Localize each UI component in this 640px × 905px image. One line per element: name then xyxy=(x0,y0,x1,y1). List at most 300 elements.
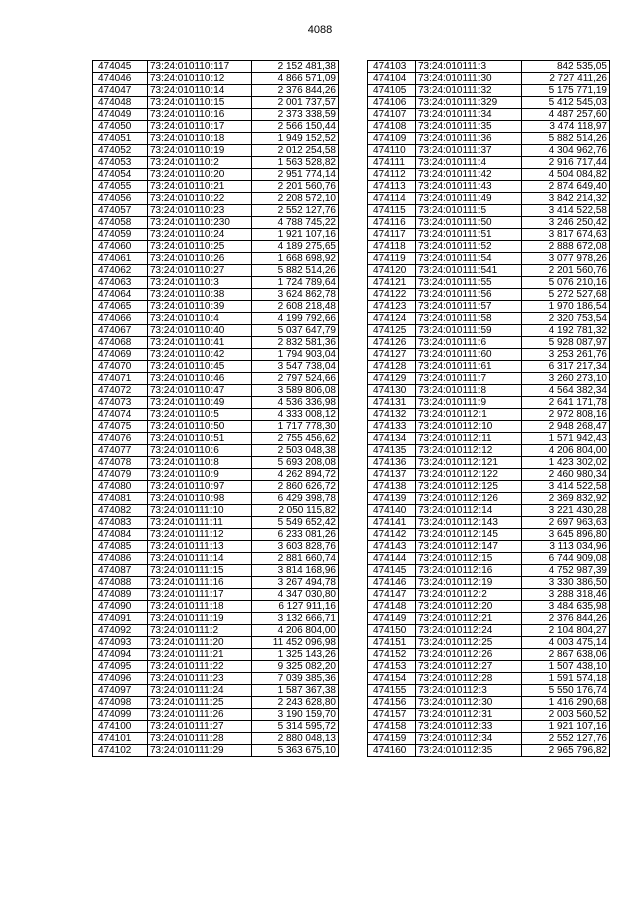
table-row xyxy=(93,313,339,325)
table-row xyxy=(93,217,339,229)
table-row xyxy=(368,613,610,625)
row-number: 474101 xyxy=(93,733,148,745)
row-number: 474133 xyxy=(368,421,416,433)
cadastral-number: 73:24:010110:14 xyxy=(148,85,252,97)
table-row xyxy=(93,157,339,169)
row-number: 474137 xyxy=(368,469,416,481)
cadastral-value: 4 206 804,00 xyxy=(522,445,610,457)
row-number: 474130 xyxy=(368,385,416,397)
cadastral-number: 73:24:010111:3 xyxy=(416,61,522,73)
table-row xyxy=(93,337,339,349)
row-number: 474142 xyxy=(368,529,416,541)
table-row xyxy=(93,361,339,373)
cadastral-number: 73:24:010111:18 xyxy=(148,601,252,613)
cadastral-number: 73:24:010111:16 xyxy=(148,577,252,589)
table-row xyxy=(368,685,610,697)
cadastral-value: 3 077 978,26 xyxy=(522,253,610,265)
cadastral-number: 73:24:010111:58 xyxy=(416,313,522,325)
cadastral-number: 73:24:010111:11 xyxy=(148,517,252,529)
cadastral-value: 4 003 475,14 xyxy=(522,637,610,649)
row-number: 474122 xyxy=(368,289,416,301)
row-number: 474151 xyxy=(368,637,416,649)
row-number: 474144 xyxy=(368,553,416,565)
cadastral-number: 73:24:010112:11 xyxy=(416,433,522,445)
row-number: 474057 xyxy=(93,205,148,217)
row-number: 474146 xyxy=(368,577,416,589)
table-row xyxy=(368,469,610,481)
table-row xyxy=(93,553,339,565)
table-row xyxy=(368,373,610,385)
cadastral-number: 73:24:010110:23 xyxy=(148,205,252,217)
row-number: 474098 xyxy=(93,697,148,709)
cadastral-value: 3 330 386,50 xyxy=(522,577,610,589)
cadastral-number: 73:24:010110:27 xyxy=(148,265,252,277)
row-number: 474086 xyxy=(93,553,148,565)
cadastral-number: 73:24:010111:43 xyxy=(416,181,522,193)
cadastral-value: 3 624 862,78 xyxy=(252,289,339,301)
table-row xyxy=(93,289,339,301)
table-row xyxy=(368,493,610,505)
cadastral-number: 73:24:010111:25 xyxy=(148,697,252,709)
row-number: 474115 xyxy=(368,205,416,217)
cadastral-value: 2 208 572,10 xyxy=(252,193,339,205)
cadastral-number: 73:24:010111:14 xyxy=(148,553,252,565)
cadastral-value: 2 948 268,47 xyxy=(522,421,610,433)
cadastral-number: 73:24:010112:34 xyxy=(416,733,522,745)
row-number: 474160 xyxy=(368,745,416,757)
row-number: 474092 xyxy=(93,625,148,637)
cadastral-number: 73:24:010110:41 xyxy=(148,337,252,349)
row-number: 474096 xyxy=(93,673,148,685)
cadastral-number: 73:24:010112:20 xyxy=(416,601,522,613)
cadastral-number: 73:24:010112:145 xyxy=(416,529,522,541)
row-number: 474053 xyxy=(93,157,148,169)
cadastral-number: 73:24:010112:1 xyxy=(416,409,522,421)
row-number: 474131 xyxy=(368,397,416,409)
table-row xyxy=(368,517,610,529)
cadastral-number: 73:24:010112:125 xyxy=(416,481,522,493)
row-number: 474046 xyxy=(93,73,148,85)
cadastral-value: 2 201 560,76 xyxy=(252,181,339,193)
row-number: 474079 xyxy=(93,469,148,481)
cadastral-value: 1 325 143,26 xyxy=(252,649,339,661)
cadastral-number: 73:24:010111:2 xyxy=(148,625,252,637)
cadastral-value: 3 842 214,32 xyxy=(522,193,610,205)
table-row xyxy=(368,169,610,181)
cadastral-number: 73:24:010110:117 xyxy=(148,61,252,73)
row-number: 474139 xyxy=(368,493,416,505)
cadastral-value: 3 267 494,78 xyxy=(252,577,339,589)
cadastral-number: 73:24:010110:12 xyxy=(148,73,252,85)
cadastral-number: 73:24:010111:42 xyxy=(416,169,522,181)
table-row xyxy=(93,121,339,133)
cadastral-number: 73:24:010110:21 xyxy=(148,181,252,193)
table-row xyxy=(368,745,610,757)
table-row xyxy=(368,529,610,541)
row-number: 474056 xyxy=(93,193,148,205)
cadastral-value: 2 552 127,76 xyxy=(252,205,339,217)
row-number: 474082 xyxy=(93,505,148,517)
cadastral-number: 73:24:010110:45 xyxy=(148,361,252,373)
cadastral-number: 73:24:010111:5 xyxy=(416,205,522,217)
cadastral-number: 73:24:010110:47 xyxy=(148,385,252,397)
cadastral-value: 6 233 081,26 xyxy=(252,529,339,541)
cadastral-value: 2 867 638,06 xyxy=(522,649,610,661)
row-number: 474121 xyxy=(368,277,416,289)
row-number: 474059 xyxy=(93,229,148,241)
row-number: 474152 xyxy=(368,649,416,661)
row-number: 474147 xyxy=(368,589,416,601)
row-number: 474061 xyxy=(93,253,148,265)
registry-table-left xyxy=(92,60,339,757)
cadastral-number: 73:24:010110:9 xyxy=(148,469,252,481)
cadastral-value: 3 484 635,98 xyxy=(522,601,610,613)
row-number: 474141 xyxy=(368,517,416,529)
cadastral-number: 73:24:010110:24 xyxy=(148,229,252,241)
cadastral-number: 73:24:010111:20 xyxy=(148,637,252,649)
row-number: 474132 xyxy=(368,409,416,421)
table-row xyxy=(368,277,610,289)
row-number: 474136 xyxy=(368,457,416,469)
row-number: 474054 xyxy=(93,169,148,181)
table-row xyxy=(93,85,339,97)
row-number: 474128 xyxy=(368,361,416,373)
row-number: 474071 xyxy=(93,373,148,385)
table-row xyxy=(368,625,610,637)
cadastral-value: 2 860 626,72 xyxy=(252,481,339,493)
cadastral-number: 73:24:010112:12 xyxy=(416,445,522,457)
row-number: 474118 xyxy=(368,241,416,253)
row-number: 474050 xyxy=(93,121,148,133)
row-number: 474102 xyxy=(93,745,148,757)
table-row xyxy=(368,349,610,361)
cadastral-value: 4 752 987,39 xyxy=(522,565,610,577)
cadastral-value: 2 503 048,38 xyxy=(252,445,339,457)
cadastral-value: 4 206 804,00 xyxy=(252,625,339,637)
cadastral-number: 73:24:010112:27 xyxy=(416,661,522,673)
row-number: 474116 xyxy=(368,217,416,229)
table-row xyxy=(368,565,610,577)
cadastral-value: 6 744 909,08 xyxy=(522,553,610,565)
cadastral-number: 73:24:010111:34 xyxy=(416,109,522,121)
row-number: 474094 xyxy=(93,649,148,661)
cadastral-number: 73:24:010111:54 xyxy=(416,253,522,265)
cadastral-value: 5 693 208,08 xyxy=(252,457,339,469)
row-number: 474106 xyxy=(368,97,416,109)
row-number: 474154 xyxy=(368,673,416,685)
cadastral-number: 73:24:010112:26 xyxy=(416,649,522,661)
cadastral-number: 73:24:010111:27 xyxy=(148,721,252,733)
cadastral-number: 73:24:010111:50 xyxy=(416,217,522,229)
cadastral-number: 73:24:010112:24 xyxy=(416,625,522,637)
cadastral-number: 73:24:010110:8 xyxy=(148,457,252,469)
cadastral-value: 5 550 176,74 xyxy=(522,685,610,697)
table-row xyxy=(368,673,610,685)
row-number: 474099 xyxy=(93,709,148,721)
cadastral-value: 4 487 257,60 xyxy=(522,109,610,121)
cadastral-value: 1 921 107,16 xyxy=(522,721,610,733)
row-number: 474085 xyxy=(93,541,148,553)
cadastral-number: 73:24:010110:18 xyxy=(148,133,252,145)
row-number: 474104 xyxy=(368,73,416,85)
table-row xyxy=(93,733,339,745)
cadastral-value: 2 566 150,44 xyxy=(252,121,339,133)
cadastral-value: 1 563 528,82 xyxy=(252,157,339,169)
row-number: 474052 xyxy=(93,145,148,157)
row-number: 474149 xyxy=(368,613,416,625)
row-number: 474129 xyxy=(368,373,416,385)
cadastral-number: 73:24:010110:3 xyxy=(148,277,252,289)
cadastral-value: 2 050 115,82 xyxy=(252,505,339,517)
cadastral-number: 73:24:010111:10 xyxy=(148,505,252,517)
cadastral-number: 73:24:010111:541 xyxy=(416,265,522,277)
table-row xyxy=(368,145,610,157)
row-number: 474127 xyxy=(368,349,416,361)
cadastral-value: 2 376 844,26 xyxy=(522,613,610,625)
table-row xyxy=(368,181,610,193)
table-row xyxy=(93,301,339,313)
cadastral-number: 73:24:010110:2 xyxy=(148,157,252,169)
table-row xyxy=(368,313,610,325)
row-number: 474083 xyxy=(93,517,148,529)
cadastral-number: 73:24:010111:56 xyxy=(416,289,522,301)
cadastral-value: 6 127 911,16 xyxy=(252,601,339,613)
cadastral-value: 3 414 522,58 xyxy=(522,481,610,493)
row-number: 474103 xyxy=(368,61,416,73)
table-row xyxy=(93,649,339,661)
table-row xyxy=(368,589,610,601)
cadastral-number: 73:24:010111:55 xyxy=(416,277,522,289)
row-number: 474091 xyxy=(93,613,148,625)
table-row xyxy=(368,385,610,397)
row-number: 474063 xyxy=(93,277,148,289)
row-number: 474088 xyxy=(93,577,148,589)
row-number: 474145 xyxy=(368,565,416,577)
cadastral-value: 3 221 430,28 xyxy=(522,505,610,517)
cadastral-value: 6 429 398,78 xyxy=(252,493,339,505)
cadastral-value: 3 603 828,76 xyxy=(252,541,339,553)
cadastral-value: 4 192 781,32 xyxy=(522,325,610,337)
cadastral-value: 1 587 367,38 xyxy=(252,685,339,697)
cadastral-number: 73:24:010111:29 xyxy=(148,745,252,757)
cadastral-value: 1 416 290,68 xyxy=(522,697,610,709)
cadastral-number: 73:24:010111:4 xyxy=(416,157,522,169)
cadastral-number: 73:24:010112:21 xyxy=(416,613,522,625)
table-row xyxy=(368,133,610,145)
cadastral-value: 1 724 789,64 xyxy=(252,277,339,289)
cadastral-number: 73:24:010111:6 xyxy=(416,337,522,349)
cadastral-number: 73:24:010112:121 xyxy=(416,457,522,469)
cadastral-value: 4 199 792,66 xyxy=(252,313,339,325)
row-number: 474068 xyxy=(93,337,148,349)
cadastral-number: 73:24:010111:52 xyxy=(416,241,522,253)
row-number: 474159 xyxy=(368,733,416,745)
cadastral-value: 2 916 717,44 xyxy=(522,157,610,169)
table-row xyxy=(368,457,610,469)
page-number: 4088 xyxy=(307,24,333,36)
cadastral-value: 5 412 545,03 xyxy=(522,97,610,109)
cadastral-number: 73:24:010111:15 xyxy=(148,565,252,577)
cadastral-number: 73:24:010110:50 xyxy=(148,421,252,433)
cadastral-number: 73:24:010112:2 xyxy=(416,589,522,601)
table-row xyxy=(368,637,610,649)
row-number: 474081 xyxy=(93,493,148,505)
cadastral-value: 2 755 456,62 xyxy=(252,433,339,445)
table-row xyxy=(368,481,610,493)
row-number: 474155 xyxy=(368,685,416,697)
table-row xyxy=(368,61,610,73)
table-row xyxy=(368,553,610,565)
cadastral-value: 5 928 087,97 xyxy=(522,337,610,349)
cadastral-number: 73:24:010111:329 xyxy=(416,97,522,109)
table-row xyxy=(93,385,339,397)
row-number: 474150 xyxy=(368,625,416,637)
table-row xyxy=(93,457,339,469)
row-number: 474048 xyxy=(93,97,148,109)
row-number: 474114 xyxy=(368,193,416,205)
table-row xyxy=(368,253,610,265)
table-row xyxy=(368,709,610,721)
row-number: 474124 xyxy=(368,313,416,325)
cadastral-number: 73:24:010111:60 xyxy=(416,349,522,361)
table-row xyxy=(93,253,339,265)
table-row xyxy=(93,637,339,649)
cadastral-value: 3 288 318,46 xyxy=(522,589,610,601)
row-number: 474066 xyxy=(93,313,148,325)
table-row xyxy=(93,577,339,589)
row-number: 474058 xyxy=(93,217,148,229)
cadastral-value: 2 697 963,63 xyxy=(522,517,610,529)
cadastral-number: 73:24:010112:3 xyxy=(416,685,522,697)
cadastral-value: 5 175 771,19 xyxy=(522,85,610,97)
cadastral-value: 3 474 118,97 xyxy=(522,121,610,133)
cadastral-number: 73:24:010110:19 xyxy=(148,145,252,157)
cadastral-value: 5 272 527,68 xyxy=(522,289,610,301)
row-number: 474051 xyxy=(93,133,148,145)
cadastral-value: 1 717 778,30 xyxy=(252,421,339,433)
table-row xyxy=(93,229,339,241)
table-row xyxy=(368,97,610,109)
cadastral-value: 3 414 522,58 xyxy=(522,205,610,217)
row-number: 474157 xyxy=(368,709,416,721)
cadastral-value: 2 874 649,40 xyxy=(522,181,610,193)
row-number: 474120 xyxy=(368,265,416,277)
cadastral-number: 73:24:010110:39 xyxy=(148,301,252,313)
cadastral-value: 3 547 738,04 xyxy=(252,361,339,373)
table-row xyxy=(368,205,610,217)
row-number: 474084 xyxy=(93,529,148,541)
cadastral-value: 2 373 338,59 xyxy=(252,109,339,121)
cadastral-value: 2 012 254,58 xyxy=(252,145,339,157)
table-row xyxy=(93,565,339,577)
cadastral-value: 4 564 382,34 xyxy=(522,385,610,397)
row-number: 474089 xyxy=(93,589,148,601)
cadastral-number: 73:24:010112:33 xyxy=(416,721,522,733)
cadastral-number: 73:24:010111:51 xyxy=(416,229,522,241)
row-number: 474135 xyxy=(368,445,416,457)
cadastral-value: 1 970 186,54 xyxy=(522,301,610,313)
row-number: 474049 xyxy=(93,109,148,121)
cadastral-number: 73:24:010112:30 xyxy=(416,697,522,709)
cadastral-number: 73:24:010112:15 xyxy=(416,553,522,565)
table-row xyxy=(368,301,610,313)
cadastral-number: 73:24:010111:49 xyxy=(416,193,522,205)
row-number: 474095 xyxy=(93,661,148,673)
row-number: 474113 xyxy=(368,181,416,193)
cadastral-value: 3 190 159,70 xyxy=(252,709,339,721)
table-row xyxy=(368,397,610,409)
table-row xyxy=(93,625,339,637)
cadastral-value: 3 589 806,08 xyxy=(252,385,339,397)
cadastral-value: 5 037 647,79 xyxy=(252,325,339,337)
cadastral-value: 2 881 660,74 xyxy=(252,553,339,565)
row-number: 474093 xyxy=(93,637,148,649)
row-number: 474108 xyxy=(368,121,416,133)
cadastral-value: 3 132 666,71 xyxy=(252,613,339,625)
cadastral-number: 73:24:010111:22 xyxy=(148,661,252,673)
row-number: 474134 xyxy=(368,433,416,445)
table-row xyxy=(93,709,339,721)
cadastral-number: 73:24:010110:49 xyxy=(148,397,252,409)
cadastral-value: 2 104 804,27 xyxy=(522,625,610,637)
table-row xyxy=(93,373,339,385)
row-number: 474110 xyxy=(368,145,416,157)
cadastral-number: 73:24:010111:19 xyxy=(148,613,252,625)
cadastral-value: 2 152 481,38 xyxy=(252,61,339,73)
cadastral-value: 5 549 652,42 xyxy=(252,517,339,529)
cadastral-number: 73:24:010110:97 xyxy=(148,481,252,493)
cadastral-number: 73:24:010111:24 xyxy=(148,685,252,697)
cadastral-number: 73:24:010111:23 xyxy=(148,673,252,685)
row-number: 474047 xyxy=(93,85,148,97)
cadastral-number: 73:24:010112:126 xyxy=(416,493,522,505)
cadastral-number: 73:24:010110:98 xyxy=(148,493,252,505)
cadastral-value: 2 001 737,57 xyxy=(252,97,339,109)
cadastral-value: 2 201 560,76 xyxy=(522,265,610,277)
cadastral-value: 2 880 048,13 xyxy=(252,733,339,745)
cadastral-number: 73:24:010110:5 xyxy=(148,409,252,421)
table-row xyxy=(93,481,339,493)
cadastral-number: 73:24:010111:32 xyxy=(416,85,522,97)
table-row xyxy=(93,133,339,145)
cadastral-value: 4 189 275,65 xyxy=(252,241,339,253)
cadastral-number: 73:24:010111:61 xyxy=(416,361,522,373)
row-number: 474065 xyxy=(93,301,148,313)
cadastral-number: 73:24:010111:28 xyxy=(148,733,252,745)
row-number: 474109 xyxy=(368,133,416,145)
table-row xyxy=(93,685,339,697)
table-row xyxy=(93,529,339,541)
cadastral-number: 73:24:010111:7 xyxy=(416,373,522,385)
cadastral-number: 73:24:010111:57 xyxy=(416,301,522,313)
cadastral-value: 1 507 438,10 xyxy=(522,661,610,673)
table-row xyxy=(368,433,610,445)
table-row xyxy=(93,541,339,553)
cadastral-value: 2 727 411,26 xyxy=(522,73,610,85)
cadastral-value: 4 347 030,80 xyxy=(252,589,339,601)
table-row xyxy=(93,181,339,193)
cadastral-number: 73:24:010112:147 xyxy=(416,541,522,553)
cadastral-value: 3 260 273,10 xyxy=(522,373,610,385)
cadastral-number: 73:24:010112:16 xyxy=(416,565,522,577)
cadastral-value: 9 325 082,20 xyxy=(252,661,339,673)
table-row xyxy=(368,337,610,349)
row-number: 474097 xyxy=(93,685,148,697)
table-row xyxy=(93,589,339,601)
cadastral-number: 73:24:010110:16 xyxy=(148,109,252,121)
row-number: 474143 xyxy=(368,541,416,553)
cadastral-value: 2 797 524,66 xyxy=(252,373,339,385)
